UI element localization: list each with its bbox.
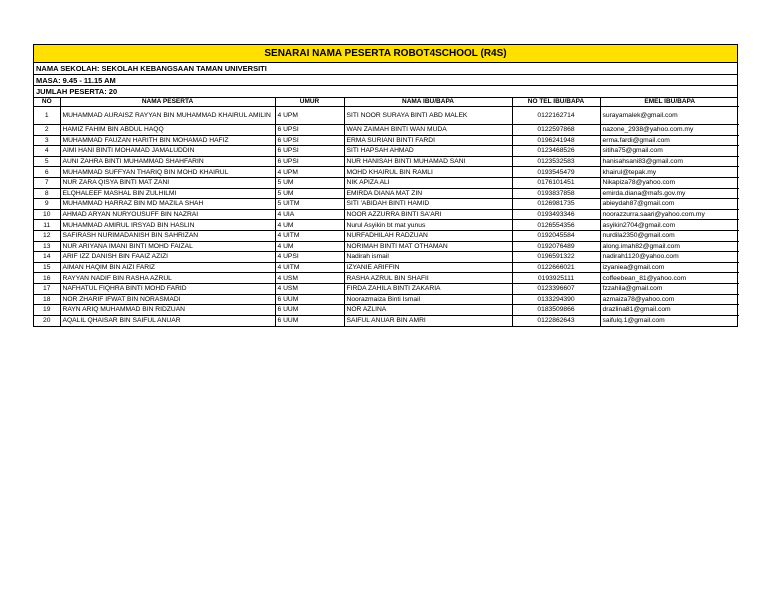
cell-email: azmaiza78@yahoo.com bbox=[600, 294, 739, 305]
cell-age: 5 UM bbox=[275, 188, 344, 199]
cell-parent: NURFADHILAH RADZUAN bbox=[344, 230, 512, 241]
cell-email: coffeebean_81@yahoo.com bbox=[600, 273, 739, 284]
table-row bbox=[34, 241, 739, 252]
cell-no: 15 bbox=[34, 262, 60, 273]
table-row bbox=[34, 209, 739, 220]
cell-parent: SITI 'ABIDAH BINTI HAMID bbox=[344, 199, 512, 210]
cell-age: 6 UUM bbox=[275, 315, 344, 326]
participants-table bbox=[34, 98, 739, 326]
cell-tel: 0193493346 bbox=[512, 209, 600, 220]
cell-email: hanisahsani83@gmail.com bbox=[600, 156, 739, 167]
table-row bbox=[34, 283, 739, 294]
cell-no: 6 bbox=[34, 167, 60, 178]
cell-tel: 0192045584 bbox=[512, 230, 600, 241]
cell-parent: NOR AZLINA bbox=[344, 305, 512, 316]
col-header-email: EMEL IBU/BAPA bbox=[600, 98, 739, 107]
cell-tel: 0122597868 bbox=[512, 125, 600, 136]
table-row bbox=[34, 199, 739, 210]
cell-age: 4 UM bbox=[275, 220, 344, 231]
cell-tel: 0126554356 bbox=[512, 220, 600, 231]
cell-name: RAYYAN NADIF BIN RASHA AZRUL bbox=[60, 273, 275, 284]
cell-no: 17 bbox=[34, 283, 60, 294]
cell-age: 6 UPSI bbox=[275, 146, 344, 157]
cell-age: 4 UIA bbox=[275, 209, 344, 220]
cell-age: 4 UITM bbox=[275, 262, 344, 273]
cell-email: nazone_2938@yahoo.com.my bbox=[600, 125, 739, 136]
cell-no: 4 bbox=[34, 146, 60, 157]
cell-parent: EMIRDA DIANA MAT ZIN bbox=[344, 188, 512, 199]
cell-name: NAFHATUL FIQHRA BINTI MOHD FARID bbox=[60, 283, 275, 294]
cell-age: 6 UPSI bbox=[275, 135, 344, 146]
cell-tel: 0122666021 bbox=[512, 262, 600, 273]
cell-no: 14 bbox=[34, 252, 60, 263]
cell-parent: Nadirah ismail bbox=[344, 252, 512, 263]
cell-email: asyikin2704@gmail.com bbox=[600, 220, 739, 231]
col-header-parent: NAMA IBU/BAPA bbox=[344, 98, 512, 107]
cell-age: 6 UUM bbox=[275, 305, 344, 316]
cell-name: MUHAMMAD AMIRUL IRSYAD BIN HASLIN bbox=[60, 220, 275, 231]
school-name: NAMA SEKOLAH: SEKOLAH KEBANGSAAN TAMAN UNIVERSITI bbox=[34, 63, 737, 75]
cell-email: emirda.diana@mafs.gov.my bbox=[600, 188, 739, 199]
cell-name: AHMAD ARYAN NURYOUSUFF BIN NAZRAI bbox=[60, 209, 275, 220]
cell-age: 4 UITM bbox=[275, 230, 344, 241]
cell-email: erma.fardi@gmail.com bbox=[600, 135, 739, 146]
participant-total: JUMLAH PESERTA: 20 bbox=[34, 86, 737, 98]
cell-parent: WAN ZAIMAH BINTI WAN MUDA bbox=[344, 125, 512, 136]
cell-age: 6 UPSI bbox=[275, 156, 344, 167]
cell-tel: 0123532583 bbox=[512, 156, 600, 167]
table-row bbox=[34, 146, 739, 157]
table-row bbox=[34, 156, 739, 167]
cell-name: MUHAMMAD FAUZAN HARITH BIN MOHAMAD HAFIZ bbox=[60, 135, 275, 146]
cell-parent: NOOR AZZURRA BINTI SA'ARI bbox=[344, 209, 512, 220]
cell-tel: 0122862643 bbox=[512, 315, 600, 326]
col-header-name: NAMA PESERTA bbox=[60, 98, 275, 107]
cell-parent: SAIFUL ANUAR BIN AMRI bbox=[344, 315, 512, 326]
cell-name: RAYN ARIQ MUHAMMAD BIN RIDZUAN bbox=[60, 305, 275, 316]
cell-name: MUHAMMAD SUFFYAN THARIQ BIN MOHD KHAIRUL bbox=[60, 167, 275, 178]
sheet-title: SENARAI NAMA PESERTA ROBOT4SCHOOL (R4S) bbox=[34, 45, 737, 63]
cell-no: 9 bbox=[34, 199, 60, 210]
cell-parent: NIK APIZA ALI bbox=[344, 177, 512, 188]
cell-name: NUR ZARA QISYA BINTI MAT ZANI bbox=[60, 177, 275, 188]
table-row bbox=[34, 107, 739, 125]
cell-email: abieydah87@gmail.com bbox=[600, 199, 739, 210]
table-row bbox=[34, 167, 739, 178]
cell-no: 7 bbox=[34, 177, 60, 188]
cell-no: 3 bbox=[34, 135, 60, 146]
cell-age: 4 UM bbox=[275, 241, 344, 252]
cell-parent: ERMA SURIANI BINTI FARDI bbox=[344, 135, 512, 146]
cell-tel: 0196591322 bbox=[512, 252, 600, 263]
cell-tel: 0126981735 bbox=[512, 199, 600, 210]
cell-tel: 0192076489 bbox=[512, 241, 600, 252]
table-row bbox=[34, 230, 739, 241]
cell-email: izyaniea@gmail.com bbox=[600, 262, 739, 273]
cell-age: 5 UITM bbox=[275, 199, 344, 210]
cell-name: AUNI ZAHRA BINTI MUHAMMAD SHAHFARIN bbox=[60, 156, 275, 167]
cell-tel: 0123396607 bbox=[512, 283, 600, 294]
table-row bbox=[34, 294, 739, 305]
cell-age: 4 USM bbox=[275, 273, 344, 284]
cell-tel: 0193837858 bbox=[512, 188, 600, 199]
cell-tel: 0122162714 bbox=[512, 107, 600, 125]
cell-name: AIMAN HAQIM BIN AIZI FARIZ bbox=[60, 262, 275, 273]
cell-tel: 0133294390 bbox=[512, 294, 600, 305]
cell-name: SAFIRASH NURIMADANISH BIN SAHRIZAN bbox=[60, 230, 275, 241]
cell-no: 20 bbox=[34, 315, 60, 326]
cell-email: khairul@tepak.my bbox=[600, 167, 739, 178]
cell-parent: NUR HANISAH BINTI MUHAMAD SANI bbox=[344, 156, 512, 167]
cell-email: along.imah82@gmail.com bbox=[600, 241, 739, 252]
col-header-no: NO bbox=[34, 98, 60, 107]
cell-name: MUHAMMAD HARRAZ BIN MD MAZILA SHAH bbox=[60, 199, 275, 210]
cell-tel: 0196241948 bbox=[512, 135, 600, 146]
cell-age: 4 UPM bbox=[275, 167, 344, 178]
cell-email: noorazzurra.saari@yahoo.com.my bbox=[600, 209, 739, 220]
cell-parent: RASHA AZRUL BIN SHAFII bbox=[344, 273, 512, 284]
cell-parent: IZYANIE ARIFFIN bbox=[344, 262, 512, 273]
cell-name: AQALIL QHAISAR BIN SAIFUL ANUAR bbox=[60, 315, 275, 326]
cell-name: NUR ARIYANA IMANI BINTI MOHD FAIZAL bbox=[60, 241, 275, 252]
cell-no: 1 bbox=[34, 107, 60, 125]
cell-age: 6 UUM bbox=[275, 294, 344, 305]
cell-no: 13 bbox=[34, 241, 60, 252]
cell-no: 8 bbox=[34, 188, 60, 199]
cell-email: saifulq.1@gmail.com bbox=[600, 315, 739, 326]
table-row bbox=[34, 125, 739, 136]
cell-no: 11 bbox=[34, 220, 60, 231]
table-row bbox=[34, 135, 739, 146]
table-row bbox=[34, 220, 739, 231]
cell-no: 10 bbox=[34, 209, 60, 220]
cell-age: 4 UPM bbox=[275, 107, 344, 125]
cell-tel: 0193925111 bbox=[512, 273, 600, 284]
cell-name: NOR ZHARIF IFWAT BIN NORASMADI bbox=[60, 294, 275, 305]
cell-email: nadirah1120@yahoo.com bbox=[600, 252, 739, 263]
cell-no: 19 bbox=[34, 305, 60, 316]
cell-name: AIMI HANI BINTI MOHAMAD JAMALUDDIN bbox=[60, 146, 275, 157]
cell-email: drazlina81@gmail.com bbox=[600, 305, 739, 316]
cell-email: sitiha75@gmail.com bbox=[600, 146, 739, 157]
session-time: MASA: 9.45 - 11.15 AM bbox=[34, 75, 737, 87]
cell-no: 16 bbox=[34, 273, 60, 284]
cell-parent: Nurul Asyikin bt mat yunus bbox=[344, 220, 512, 231]
table-row bbox=[34, 252, 739, 263]
cell-age: 4 USM bbox=[275, 283, 344, 294]
cell-parent: Noorazmaiza Binti Ismail bbox=[344, 294, 512, 305]
table-row bbox=[34, 262, 739, 273]
table-row bbox=[34, 315, 739, 326]
cell-no: 18 bbox=[34, 294, 60, 305]
cell-email: fzzahila@gmail.com bbox=[600, 283, 739, 294]
col-header-age: UMUR bbox=[275, 98, 344, 107]
cell-tel: 0176101451 bbox=[512, 177, 600, 188]
table-row bbox=[34, 305, 739, 316]
cell-name: HAMIZ FAHIM BIN ABDUL HAQQ bbox=[60, 125, 275, 136]
cell-email: surayamalek@gmail.com bbox=[600, 107, 739, 125]
cell-tel: 0193545479 bbox=[512, 167, 600, 178]
cell-email: nurdila2350@gmail.com bbox=[600, 230, 739, 241]
cell-parent: FIRDA ZAHILA BINTI ZAKARIA bbox=[344, 283, 512, 294]
cell-age: 4 UPSI bbox=[275, 252, 344, 263]
spreadsheet bbox=[33, 44, 738, 327]
cell-parent: MOHD KHAIRUL BIN RAMLI bbox=[344, 167, 512, 178]
cell-parent: SITI HAPSAH AHMAD bbox=[344, 146, 512, 157]
cell-age: 5 UM bbox=[275, 177, 344, 188]
cell-parent: SITI NOOR SURAYA BINTI ABD MALEK bbox=[344, 107, 512, 125]
table-row bbox=[34, 188, 739, 199]
cell-no: 5 bbox=[34, 156, 60, 167]
cell-name: ELQHALEEF MASHAL BIN ZULHILMI bbox=[60, 188, 275, 199]
cell-no: 2 bbox=[34, 125, 60, 136]
cell-tel: 0123468526 bbox=[512, 146, 600, 157]
cell-parent: NORIMAH BINTI MAT OTHAMAN bbox=[344, 241, 512, 252]
cell-tel: 0183509866 bbox=[512, 305, 600, 316]
table-header-row bbox=[34, 98, 739, 107]
cell-name: ARIF IZZ DANISH BIN FAAIZ AZIZI bbox=[60, 252, 275, 263]
cell-age: 6 UPSI bbox=[275, 125, 344, 136]
cell-name: MUHAMMAD AURAISZ RAYYAN BIN MUHAMMAD KHAIRUL AMILIN bbox=[60, 107, 275, 125]
cell-email: Nikapiza78@yahoo.com bbox=[600, 177, 739, 188]
table-row bbox=[34, 273, 739, 284]
col-header-tel: NO TEL IBU/BAPA bbox=[512, 98, 600, 107]
table-row bbox=[34, 177, 739, 188]
cell-no: 12 bbox=[34, 230, 60, 241]
